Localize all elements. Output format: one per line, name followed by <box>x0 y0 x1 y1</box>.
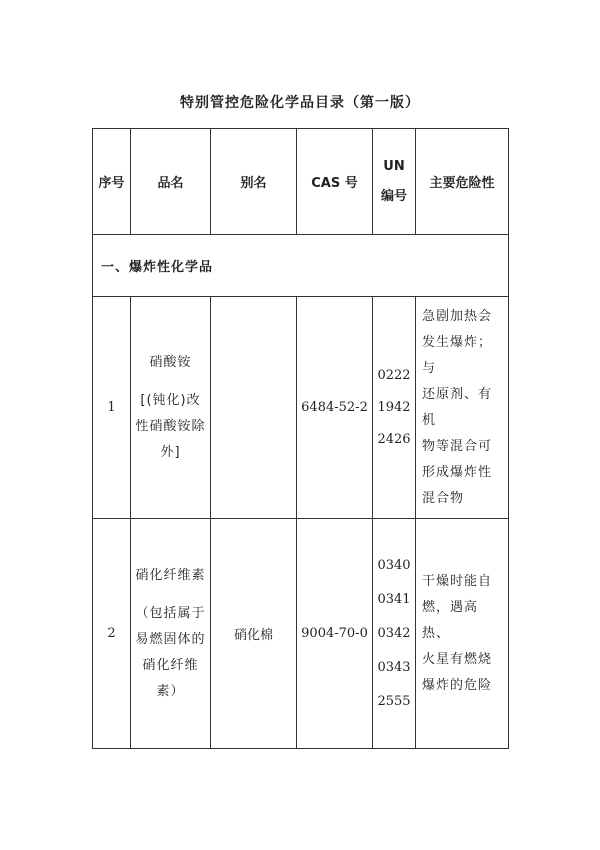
name-line: 硝化纤维 <box>142 657 199 673</box>
table-row <box>93 297 509 519</box>
un-number: 0340 <box>377 557 411 573</box>
header-cas: CAS 号 <box>297 129 373 235</box>
name-line: 性硝酸铵除 <box>135 418 206 434</box>
row-un <box>373 297 416 519</box>
header-hazard: 主要危险性 <box>416 129 509 235</box>
header-name: 品名 <box>131 129 211 235</box>
hazard-line: 火星有燃烧 <box>422 651 493 667</box>
name-line: 易燃固体的 <box>135 631 206 647</box>
header-seq: 序号 <box>93 129 131 235</box>
row-un <box>373 519 416 749</box>
table-row <box>93 519 509 749</box>
hazardous-chemicals-table <box>92 128 509 749</box>
name-line: 素） <box>156 683 185 699</box>
hazard-line: 爆炸的危险 <box>422 677 493 693</box>
hazard-line: 干燥时能自 <box>422 573 493 589</box>
un-number: 2426 <box>377 431 411 447</box>
un-number: 0341 <box>377 591 411 607</box>
un-number: 1942 <box>377 399 411 415</box>
hazard-line: 还原剂、有机 <box>422 386 493 428</box>
table-header-row <box>93 129 509 235</box>
hazard-line: 形成爆炸性 <box>422 464 493 480</box>
row-alias <box>211 297 297 519</box>
un-number: 0222 <box>377 367 411 383</box>
header-un-line1: UN <box>383 158 405 174</box>
row-alias: 硝化棉 <box>211 519 297 749</box>
hazard-line: 发生爆炸；与 <box>422 334 493 376</box>
row-seq: 2 <box>93 519 131 749</box>
hazard-line: 混合物 <box>422 490 465 506</box>
un-number: 0343 <box>377 659 411 675</box>
row-name <box>131 297 211 519</box>
section-title: 一、爆炸性化学品 <box>93 235 509 297</box>
hazard-line: 燃，遇高热、 <box>422 599 479 641</box>
header-alias: 别名 <box>211 129 297 235</box>
row-cas: 6484-52-2 <box>297 297 373 519</box>
hazard-line: 物等混合可 <box>422 438 493 454</box>
header-un <box>373 129 416 235</box>
header-un-line2: 编号 <box>380 188 407 204</box>
section-row <box>93 235 509 297</box>
row-cas: 9004-70-0 <box>297 519 373 749</box>
row-seq: 1 <box>93 297 131 519</box>
un-number: 0342 <box>377 625 411 641</box>
name-line: （包括属于 <box>135 605 206 621</box>
un-number: 2555 <box>377 693 411 709</box>
row-hazard <box>416 297 509 519</box>
row-hazard <box>416 519 509 749</box>
name-line: [(钝化)改 <box>140 392 201 408</box>
name-line: 硝酸铵 <box>149 354 192 370</box>
hazard-line: 急剧加热会 <box>422 308 493 324</box>
document-title: 特别管控危险化学品目录（第一版） <box>180 95 420 111</box>
name-line: 硝化纤维素 <box>135 567 206 583</box>
name-line: 外] <box>160 444 181 460</box>
row-name <box>131 519 211 749</box>
